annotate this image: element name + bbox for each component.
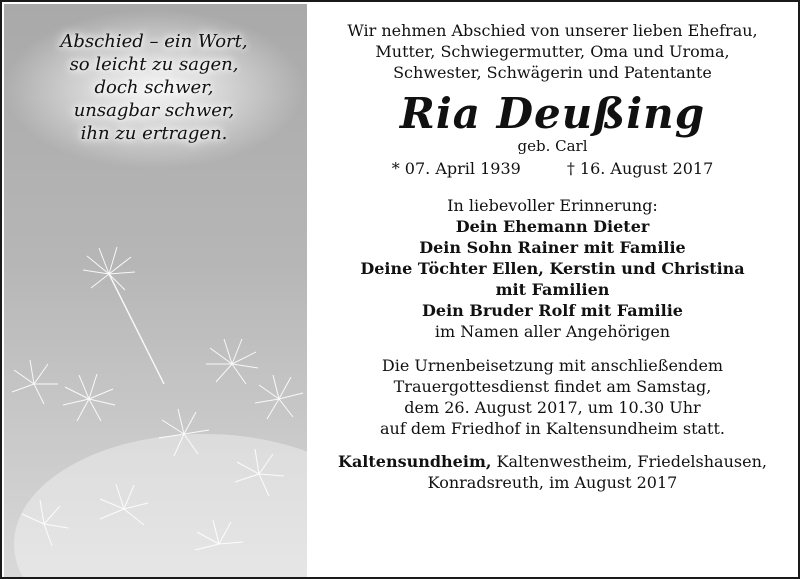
life-dates [307,158,798,179]
funeral-line: dem 26. August 2017, um 10.30 Uhr [404,398,701,417]
poem-line: Abschied – ein Wort, [60,31,248,52]
poem-line: ihn zu ertragen. [80,123,228,144]
poem-line: unsagbar schwer, [73,100,235,121]
deceased-name: Ria Deußing [399,89,706,138]
place-bold: Kaltensundheim, [338,452,492,471]
obituary-text [307,2,798,577]
poem-line: so leicht zu sagen, [69,54,239,75]
mourner-line: Deine Töchter Ellen, Kerstin und Christina [360,259,745,278]
dandelion-image-panel [4,4,307,577]
mourner-line: Dein Bruder Rolf mit Familie [422,301,683,320]
mourner-line: Dein Ehemann Dieter [455,217,650,236]
intro-line: Mutter, Schwiegermutter, Oma und Uroma, [375,42,730,61]
mourner-line: mit Familien [495,280,610,299]
birth-date: * 07. April 1939 [391,159,521,178]
mourner-line: Dein Sohn Rainer mit Familie [419,238,686,257]
intro-line: Wir nehmen Abschied von unserer lieben Ehefrau, [347,21,758,40]
place-date-line: Konradsreuth, im August 2017 [427,473,678,492]
place-line [307,451,798,472]
birth-name: geb. Carl [517,137,588,155]
funeral-line: Die Urnenbeisetzung mit anschließendem [381,356,724,375]
death-date: † 16. August 2017 [566,159,714,178]
on-behalf-line: im Namen aller Angehörigen [434,322,671,341]
memory-heading: In liebevoller Erinnerung: [447,196,658,215]
poem [4,30,304,145]
funeral-line: Trauergottesdienst findet am Samstag, [393,377,712,396]
poem-line: doch schwer, [94,77,214,98]
funeral-line: auf dem Friedhof in Kaltensundheim statt. [380,419,725,438]
intro-line: Schwester, Schwägerin und Patentante [393,63,712,82]
place-rest: Kaltenwestheim, Friedelshausen, [491,452,767,471]
